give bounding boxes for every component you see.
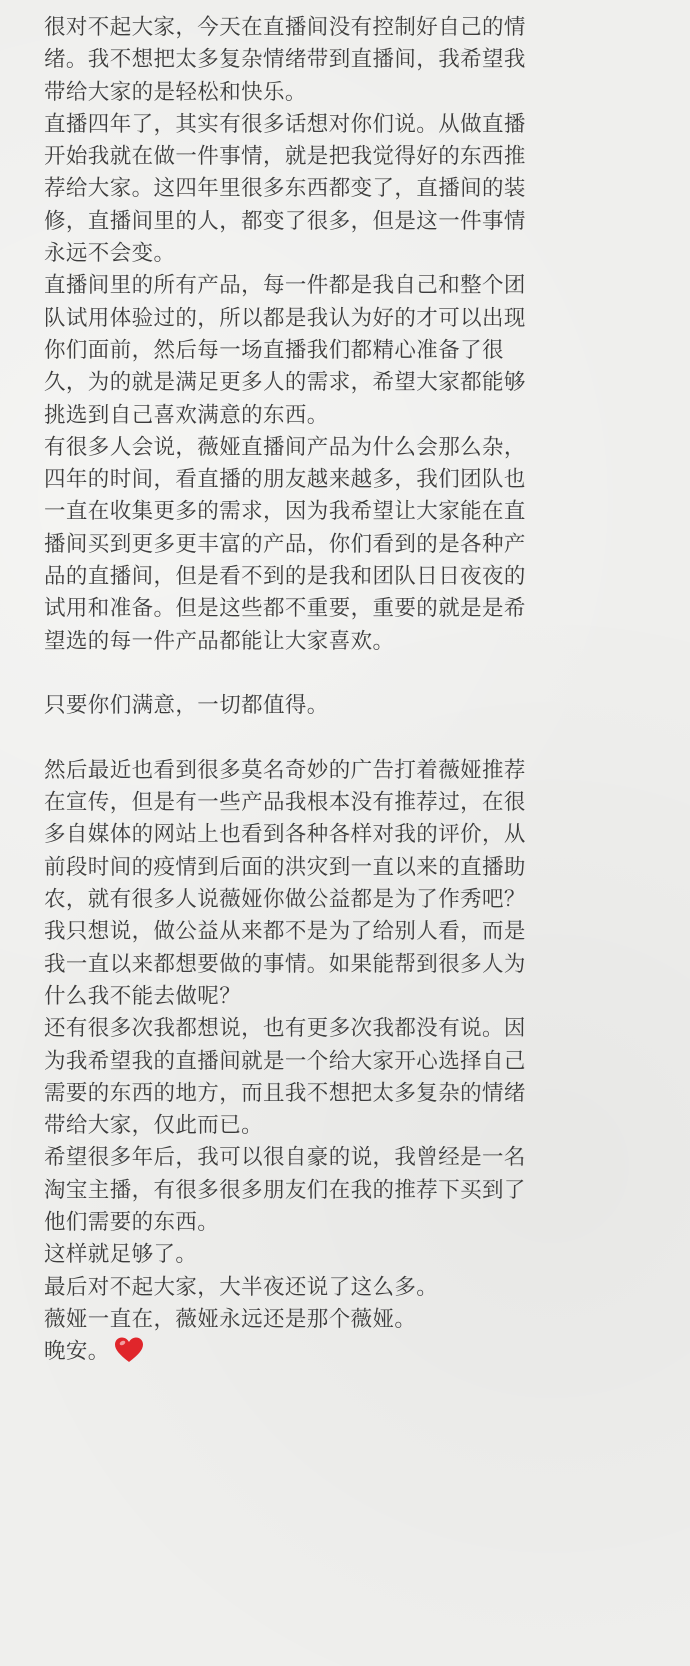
text-line bbox=[44, 173, 656, 205]
note-body bbox=[44, 12, 656, 1368]
text-line bbox=[44, 141, 656, 173]
text-line bbox=[44, 496, 656, 528]
text-line bbox=[44, 916, 656, 948]
text-line bbox=[44, 432, 656, 464]
text-line-content: 什么我不能去做呢？ bbox=[44, 983, 242, 1009]
text-line bbox=[44, 44, 656, 76]
text-line bbox=[44, 529, 656, 561]
text-line-content: 你们面前，然后每一场直播我们都精心准备了很 bbox=[44, 337, 504, 363]
text-line bbox=[44, 1272, 656, 1304]
text-line-content: 一直在收集更多的需求，因为我希望让大家能在直 bbox=[44, 499, 526, 525]
text-line-content: 久，为的就是满足更多人的需求，希望大家都能够 bbox=[44, 370, 526, 396]
text-line bbox=[44, 755, 656, 787]
text-line bbox=[44, 561, 656, 593]
text-line-content: 晚安。 bbox=[44, 1339, 110, 1365]
text-line bbox=[44, 852, 656, 884]
text-line bbox=[44, 1142, 656, 1174]
text-line-content: 希望很多年后，我可以很自豪的说，我曾经是一名 bbox=[44, 1145, 526, 1171]
text-line bbox=[44, 206, 656, 238]
text-line-content: 我一直以来都想要做的事情。如果能帮到很多人为 bbox=[44, 951, 526, 977]
text-line bbox=[44, 1078, 656, 1110]
text-line bbox=[44, 1175, 656, 1207]
text-line-content: 为我希望我的直播间就是一个给大家开心选择自己 bbox=[44, 1048, 526, 1074]
text-line-content: 修，直播间里的人，都变了很多，但是这一件事情 bbox=[44, 208, 526, 234]
text-line bbox=[44, 400, 656, 432]
text-line bbox=[44, 303, 656, 335]
text-line-content: 很对不起大家，今天在直播间没有控制好自己的情 bbox=[44, 15, 526, 40]
text-line-content: 最后对不起大家，大半夜还说了这么多。 bbox=[44, 1274, 439, 1300]
text-line-content: 望选的每一件产品都能让大家喜欢。 bbox=[44, 628, 395, 654]
text-line-content: 带给大家，仅此而已。 bbox=[44, 1113, 264, 1139]
text-line-content: 直播四年了，其实有很多话想对你们说。从做直播 bbox=[44, 111, 526, 137]
text-line-content: 带给大家的是轻松和快乐。 bbox=[44, 79, 307, 105]
blank-line bbox=[44, 723, 656, 755]
text-line-content: 前段时间的疫情到后面的洪灾到一直以来的直播助 bbox=[44, 854, 526, 880]
text-line-content: 有很多人会说，薇娅直播间产品为什么会那么杂， bbox=[44, 434, 526, 460]
text-line-content: 播间买到更多更丰富的产品，你们看到的是各种产 bbox=[44, 531, 526, 557]
text-line bbox=[44, 949, 656, 981]
text-line bbox=[44, 464, 656, 496]
text-line-content: 薇娅一直在，薇娅永远还是那个薇娅。 bbox=[44, 1306, 417, 1332]
text-line bbox=[44, 12, 656, 44]
text-line-content: 我只想说，做公益从来都不是为了给别人看，而是 bbox=[44, 919, 526, 945]
text-line bbox=[44, 593, 656, 625]
text-line-content: 淘宝主播，有很多很多朋友们在我的推荐下买到了 bbox=[44, 1177, 526, 1203]
text-line-content: 荐给大家。这四年里很多东西都变了，直播间的装 bbox=[44, 176, 526, 202]
text-line bbox=[44, 238, 656, 270]
text-line bbox=[44, 981, 656, 1013]
text-line-content: 绪。我不想把太多复杂情绪带到直播间，我希望我 bbox=[44, 47, 526, 73]
text-line-content: 然后最近也看到很多莫名奇妙的广告打着薇娅推荐 bbox=[44, 757, 526, 783]
text-line-content: 多自媒体的网站上也看到各种各样对我的评价，从 bbox=[44, 822, 526, 848]
text-line bbox=[44, 690, 656, 722]
text-line bbox=[44, 335, 656, 367]
blank-line bbox=[44, 658, 656, 690]
text-line bbox=[44, 1207, 656, 1239]
text-line-content: 挑选到自己喜欢满意的东西。 bbox=[44, 402, 329, 428]
text-line-content: 永远不会变。 bbox=[44, 241, 176, 267]
text-line-content: 需要的东西的地方，而且我不想把太多复杂的情绪 bbox=[44, 1080, 526, 1106]
text-line bbox=[44, 884, 656, 916]
text-line-content: 品的直播间，但是看不到的是我和团队日日夜夜的 bbox=[44, 564, 526, 590]
text-line-content: 农，就有很多人说薇娅你做公益都是为了作秀吧？ bbox=[44, 887, 526, 913]
text-line bbox=[44, 787, 656, 819]
text-line-content: 在宣传，但是有一些产品我根本没有推荐过，在很 bbox=[44, 790, 526, 816]
text-line bbox=[44, 1110, 656, 1142]
text-line bbox=[44, 1046, 656, 1078]
text-line-content: 只要你们满意，一切都值得。 bbox=[44, 693, 329, 719]
text-line-content: 直播间里的所有产品，每一件都是我自己和整个团 bbox=[44, 273, 526, 299]
text-line bbox=[44, 1304, 656, 1336]
text-line-content: 他们需要的东西。 bbox=[44, 1209, 220, 1235]
text-line-content: 开始我就在做一件事情，就是把我觉得好的东西推 bbox=[44, 144, 526, 170]
text-line bbox=[44, 270, 656, 302]
text-line bbox=[44, 109, 656, 141]
text-line bbox=[44, 1013, 656, 1045]
text-line-content: 队试用体验过的，所以都是我认为好的才可以出现 bbox=[44, 305, 526, 331]
text-line bbox=[44, 1239, 656, 1271]
text-line bbox=[44, 77, 656, 109]
text-line bbox=[44, 367, 656, 399]
text-line bbox=[44, 1336, 656, 1368]
text-line-content: 四年的时间，看直播的朋友越来越多，我们团队也 bbox=[44, 467, 526, 493]
text-line-content: 这样就足够了。 bbox=[44, 1242, 198, 1268]
text-line-content: 试用和准备。但是这些都不重要，重要的就是是希 bbox=[44, 596, 526, 622]
heart-icon bbox=[114, 1336, 144, 1374]
text-line bbox=[44, 626, 656, 658]
text-line-content: 还有很多次我都想说，也有更多次我都没有说。因 bbox=[44, 1016, 526, 1042]
text-line bbox=[44, 819, 656, 851]
